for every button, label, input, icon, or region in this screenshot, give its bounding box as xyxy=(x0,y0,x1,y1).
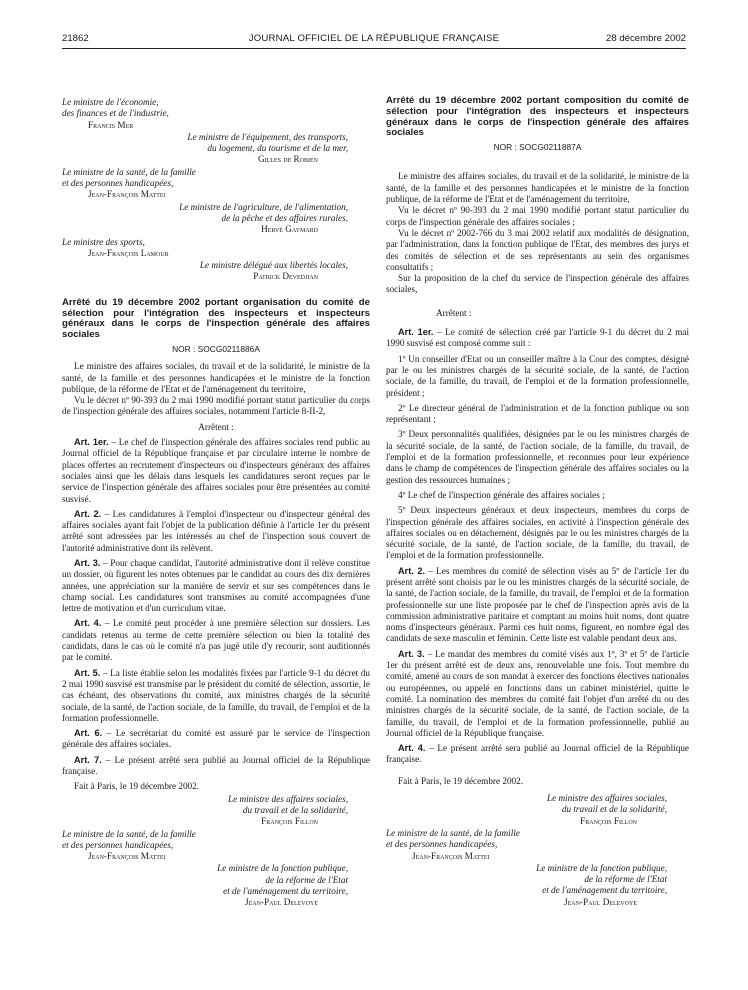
article-paragraph: Art. 5. – La liste établie selon les modalités fixées par l'article 9-1 du décret du 2 mai 1990 susvisé est transmise par le président du comité de sélection, assortie, le cas échéant, des observations du comité, aux ministres chargés de la sécurité sociale, de la santé, de l'action sociale, de la famille, du travail, de l'emploi et de la formation professionnelle. xyxy=(62,667,370,723)
signatory-name: François Fillon xyxy=(580,815,637,826)
article-label: Art. 5. xyxy=(74,667,101,678)
signature-title-line: et des personnes handicapées, xyxy=(62,178,174,189)
signature-block xyxy=(62,202,370,236)
signature-title-line: de la réforme de l'Etat xyxy=(584,874,667,885)
signatory-name: Gilles de Robien xyxy=(257,154,318,165)
signature-block xyxy=(62,863,370,908)
signature-title-line: Le ministre des sports, xyxy=(62,236,145,247)
page-header xyxy=(62,30,686,49)
article-label: Art. 3. xyxy=(74,557,101,568)
arretent-label: Arrêtent : xyxy=(198,421,234,432)
signature-block xyxy=(62,260,370,283)
preamble-paragraph: Le ministre des affaires sociales, du travail et de la solidarité, le ministre de la santé, de la famille et des personnes handicapées et le ministre de la fonction publique, de la réforme de l'Etat et de l'aménagement du territoire, xyxy=(386,171,689,205)
signing-place-date: Fait à Paris, le 19 décembre 2002. xyxy=(398,775,524,786)
signatory-name: Francis Mer xyxy=(88,119,134,130)
page-number: 21862 xyxy=(62,33,89,44)
article-paragraph: Art. 4. – Le présent arrêté sera publié au Journal officiel de la République française. xyxy=(386,743,689,765)
arretent-label: Arrêtent : xyxy=(436,307,472,318)
signing-place-date: Fait à Paris, le 19 décembre 2002. xyxy=(74,781,200,792)
signature-block xyxy=(386,793,689,827)
arrete-title: Arrêté du 19 décembre 2002 portant organisation du comité de sélection pour l'intégration des inspecteurs et inspecteurs généraux dans le corps de l'inspection générale des affaires sociales xyxy=(62,296,370,341)
composition-item: 2º Le directeur général de l'administration et de la fonction publique ou son représentant ; xyxy=(386,402,689,425)
article-paragraph: Art. 1er. – Le chef de l'inspection générale des affaires sociales rend public au Journal officiel de la République française et par circulaire interne le nombre de places offertes au recrutement d'inspecteurs ou d'inspecteurs généraux des affaires sociales ainsi que les délais dans lesquels les candidatures seront reçues par le service de l'inspection générale des affaires sociales pour être présentées au comité susvisé. xyxy=(62,437,370,504)
left-column xyxy=(62,96,370,910)
nor-reference: NOR : SOCG0211886A xyxy=(172,343,260,354)
article-label: Art. 2. xyxy=(74,508,102,519)
signature-title-line: Le ministre de l'agriculture, de l'alimentation, xyxy=(179,201,348,212)
preamble-paragraph: Sur la proposition de la chef du service de l'inspection générale des affaires sociales, xyxy=(386,273,689,295)
arrete-title: Arrêté du 19 décembre 2002 portant composition du comité de sélection pour l'intégration des inspecteurs et inspecteurs généraux dans le corps de l'inspection générale des affaires sociales xyxy=(386,95,689,139)
issue-date: 28 décembre 2002 xyxy=(605,33,686,44)
signature-title-line: Le ministre de la fonction publique, xyxy=(536,862,667,873)
article-label: Art. 4. xyxy=(398,743,426,754)
right-column xyxy=(386,96,689,909)
nor-reference: NOR : SOCG0211887A xyxy=(493,142,582,153)
preamble-paragraph: Vu le décret nº 90-393 du 2 mai 1990 modifié portant statut particulier du corps de l'inspection générale des affaires sociales, notamment l'article 8-II-2, xyxy=(62,395,370,417)
article-label: Art. 2. xyxy=(398,565,426,576)
signature-title-line: Le ministre de l'équipement, des transports, xyxy=(187,131,348,142)
signature-title-line: Le ministre de la fonction publique, xyxy=(217,863,348,874)
spacer xyxy=(62,284,370,298)
signature-title-line: du logement, du tourisme et de la mer, xyxy=(207,143,348,154)
signature-title-line: Le ministre de l'économie, xyxy=(62,97,159,107)
signature-block xyxy=(62,237,370,260)
article-label: Art. 7. xyxy=(74,754,102,765)
article-paragraph: Art. 3. – Pour chaque candidat, l'autorité administrative dont il relève constitue un dossier, où figurent les notes obtenues par le candidat au cours des dix dernières années, une appréciation sur la manière de servir et sur ses compétences dans le champ social. Les candidatures sont transmises au comité accompagnées d'une lettre de motivation et d'un curriculum vitae. xyxy=(62,557,370,614)
signatory-name: Jean-Paul Delevoye xyxy=(564,896,637,907)
signature-title-line: et de l'aménagement du territoire, xyxy=(542,885,667,896)
journal-title: JOURNAL OFFICIEL DE LA RÉPUBLIQUE FRANÇAISE xyxy=(248,33,500,44)
signatory-name: Jean-François Lamour xyxy=(88,247,169,258)
signature-title-line: de la pêche et des affaires rurales, xyxy=(221,212,348,223)
signature-title-line: et des personnes handicapées, xyxy=(386,839,498,850)
article-paragraph: Art. 1er. – Le comité de sélection créé par l'article 9-1 du décret du 2 mai 1990 susvisé est composé comme suit : xyxy=(386,327,689,349)
signatory-name: François Fillon xyxy=(261,816,318,827)
composition-item: 5º Deux inspecteurs généraux et deux inspecteurs, membres du corps de l'inspection générale des affaires sociales, en activité à l'inspection générale des affaires sociales ou en détachement, désignés par le ou les ministres chargés de la sécurité sociale, de la santé, de l'action sociale, de la famille, du travail, de l'emploi et de la formation professionnelle. xyxy=(386,505,689,561)
preamble-paragraph: Le ministre des affaires sociales, du travail et de la solidarité, le ministre de la santé, de la famille et des personnes handicapées et le ministre de la fonction publique, de la réforme de l'Etat et de l'aménagement du territoire, xyxy=(62,361,370,394)
composition-item: 3º Deux personnalités qualifiées, désignées par le ou les ministres chargés de la sécurité sociale, de la santé, de l'action sociale, de la famille, du travail, de l'emploi et de la formation professionnelle, et reconnues pour leur expérience dans le champ de compétences de l'inspection générale des affaires sociales ou la gestion des ressources humaines ; xyxy=(386,429,689,485)
signatory-name: Jean-Paul Delevoye xyxy=(245,897,318,908)
signature-block xyxy=(62,167,370,201)
signature-title-line: du travail et de la solidarité, xyxy=(242,804,348,815)
signature-block xyxy=(62,829,370,863)
article-label: Art. 4. xyxy=(74,618,102,629)
article-paragraph: Art. 7. – Le présent arrêté sera publié au Journal officiel de la République française. xyxy=(62,754,370,777)
signatory-name: Jean-François Mattei xyxy=(412,850,490,861)
signature-block xyxy=(386,828,689,862)
article-paragraph: Art. 3. – Le mandat des membres du comité visés aux 1º, 3º et 5º de l'article 1er du présent arrêté est de deux ans, renouvelable une fois. Tout membre du comité, amené au cours de son mandat à exercer des fonctions électives nationales ou européennes, ou appelé en fonctions dans un cabinet ministériel, quitte le comité. La nomination des membres du comité fait l'objet d'un arrêté du ou des ministres chargés de la sécurité sociale, de la santé, de l'action sociale, de la famille, du travail, de l'emploi et de la formation professionnelle, publié au Journal officiel de la République française. xyxy=(386,648,689,738)
signatory-name: Patrick Devedjian xyxy=(253,271,318,282)
signature-title-line: Le ministre délégué aux libertés locales, xyxy=(199,260,348,271)
signatory-name: Jean-François Mattei xyxy=(88,189,166,200)
article-paragraph: Art. 2. – Les candidatures à l'emploi d'inspecteur ou d'inspecteur général des affaires sociales ayant fait l'objet de la publication définie à l'article 1er du présent arrêté sont adressées par les intéressés au chef de l'inspection sous couvert de l'autorité administrative dont ils relèvent. xyxy=(62,508,370,553)
preamble-paragraph: Vu le décret nº 90-393 du 2 mai 1990 modifié portant statut particulier du corps de l'inspection générale des affaires sociales ; xyxy=(386,205,689,227)
article-paragraph: Art. 2. – Les membres du comité de sélection visés au 5º de l'article 1er du présent arrêté sont choisis par le ou les ministres chargés de la sécurité sociale, de la santé, de l'action sociale, de la famille, du travail, de l'emploi et de la formation professionnelle sur une liste proposée par le chef de l'inspection après avis de la commission administrative paritaire et comptant au moins huit noms, dont quatre noms d'inspecteurs généraux. Parmi ces huit noms, figurent, en nombre égal des candidats de sexe masculin et féminin. Cette liste est valable pendant deux ans. xyxy=(386,565,689,644)
signature-title-line: des finances et de l'industrie, xyxy=(62,108,169,119)
signature-title-line: Le ministre de la santé, de la famille xyxy=(62,828,196,839)
signature-title-line: et de l'aménagement du territoire, xyxy=(223,886,348,896)
signature-title-line: Le ministre des affaires sociales, xyxy=(546,793,667,804)
signature-title-line: de la réforme de l'Etat xyxy=(265,874,348,885)
signature-title-line: et des personnes handicapées, xyxy=(62,839,174,850)
signature-block xyxy=(62,132,370,166)
signature-title-line: du travail et de la solidarité, xyxy=(561,804,667,815)
signature-block xyxy=(62,97,370,131)
article-label: Art. 1er. xyxy=(398,327,434,338)
article-paragraph: Art. 6. – Le secrétariat du comité est assuré par le service de l'inspection générale des affaires sociales. xyxy=(62,728,370,750)
article-paragraph: Art. 4. – Le comité peut procéder à une première sélection sur dossiers. Les candidats retenus au terme de cette première sélection ou bien la totalité des candidats, dans le cas où le comité n'a pas jugé utile d'y recourir, sont auditionnés par le comité. xyxy=(62,618,370,663)
signatory-name: Jean-François Mattei xyxy=(88,851,166,862)
article-label: Art. 1er. xyxy=(74,437,109,448)
article-label: Art. 6. xyxy=(74,728,103,739)
signature-block xyxy=(62,794,370,828)
composition-item: 1º Un conseiller d'Etat ou un conseiller maître à la Cour des comptes, désigné par le ou les ministres chargés de la sécurité sociale, de la santé, de l'action sociale, de la famille, du travail, de l'emploi et de la formation professionnelle, président ; xyxy=(386,353,689,398)
preamble-paragraph: Vu le décret nº 2002-766 du 3 mai 2002 relatif aux modalités de désignation, par l'administration, dans la fonction publique de l'Etat, des membres des jurys et des comités de sélection et de ses représentants au sein des organismes consultatifs ; xyxy=(386,227,689,272)
article-label: Art. 3. xyxy=(398,648,425,659)
signature-title-line: Le ministre de la santé, de la famille xyxy=(386,827,520,838)
composition-item: 4º Le chef de l'inspection générale des affaires sociales ; xyxy=(398,489,605,500)
signature-title-line: Le ministre des affaires sociales, xyxy=(227,793,348,804)
signature-block xyxy=(386,863,689,908)
signature-title-line: Le ministre de la santé, de la famille xyxy=(62,166,196,177)
signatory-name: Hervé Gaymard xyxy=(261,224,318,235)
